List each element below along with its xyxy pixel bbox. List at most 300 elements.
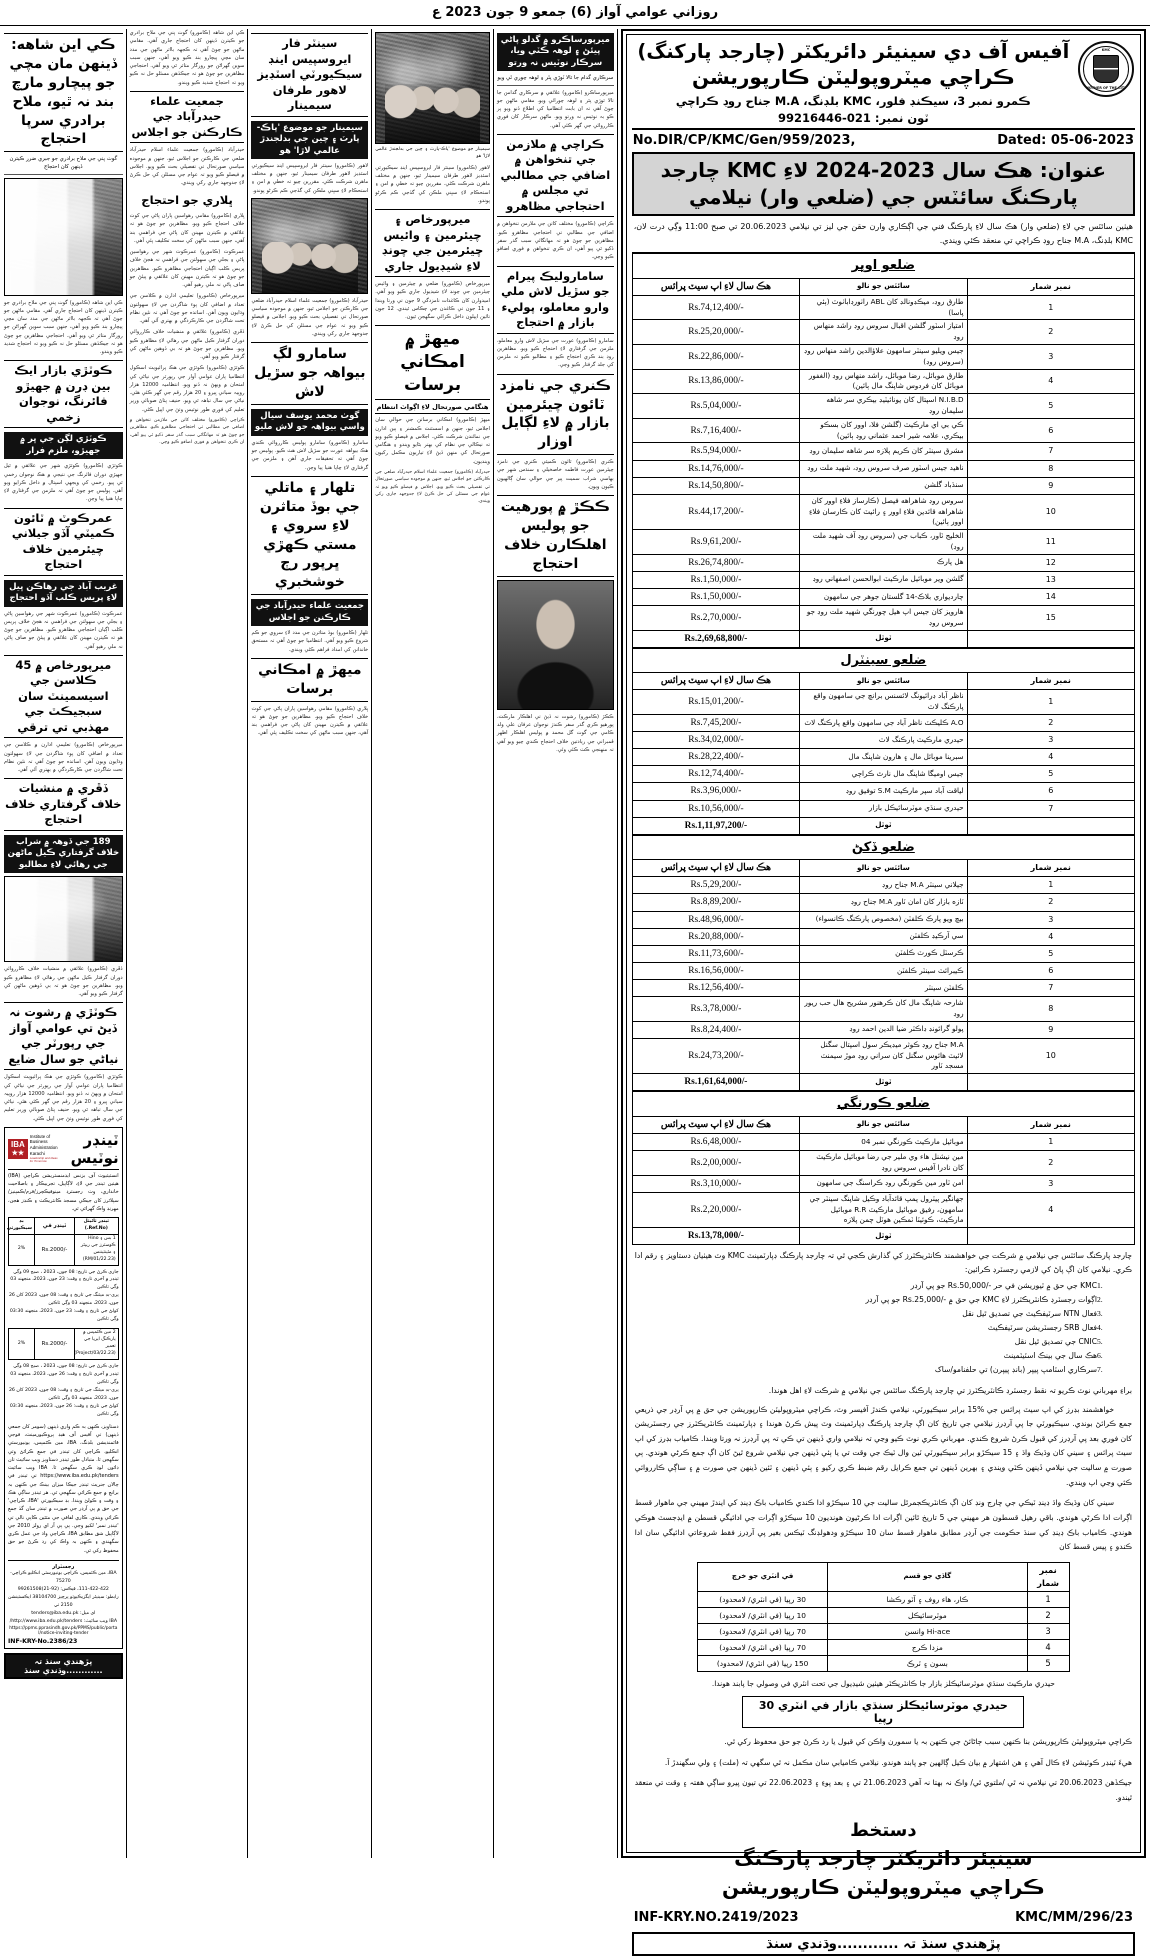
subhead-left-5: 189 جي ڏوهہ ۾ شراب خلاف گرفتاري ڪيل ماڻهن جي رهائي لاءِ مطالبو	[4, 835, 123, 873]
row-site: چارديواري بلاڪ-14 گلستان جوهر جي سامهون	[800, 588, 967, 605]
news-column-3	[497, 29, 614, 1858]
col-header-site: سائٽس جو نالو	[800, 860, 967, 877]
table-total-row	[632, 630, 1134, 647]
kmc-fee-box: حيدري موٽرسائيڪلز سنڌي بازار في انٽري 30 رپيا	[742, 1696, 1024, 1728]
kmc-office-line: آفيس آف دي سينيئر دائريکٽر (چارجد پارکنگ)	[637, 40, 1070, 63]
district-name: ضلعو ڪورنگي	[632, 1092, 1134, 1117]
table-row	[632, 928, 1134, 945]
row-site: هل پارڪ	[800, 554, 967, 571]
col-header-no: نمبر شمار	[967, 860, 1134, 877]
headline-c2-2: ميهڙ ۾ امڪاني برسات	[375, 325, 490, 400]
row-price: Rs.28,22,400/-	[632, 749, 799, 766]
row-site: جيلاني سينٽر M.A جناح روڊ	[800, 877, 967, 894]
row-no: 5	[967, 945, 1134, 962]
table-row	[632, 690, 1134, 715]
condition-number: 4.	[1097, 1322, 1103, 1332]
iba-date-line: پري-بڊ ميٽنگ جي تاريخ ۽ وقت: 08 جون، 2023 کان 26 جون، 2023، منجهند 03 وڳي ٽاڪين	[8, 1387, 119, 1401]
table-row	[632, 894, 1134, 911]
iba-logo-wordmark	[30, 1134, 58, 1164]
kmc-conditions-note: براءِ مهرباني نوٽ ڪريو تہ نقط رجسٽرڊ ڪانٽريڪٽرز تي چارجد پارڪنگ سائٽس جي نيلامي ۾ شرڪت لاءِ اهل هوندا.	[768, 1385, 1132, 1395]
row-site: الخليج ٽاور، ڪباب جي (سروس روڊ آف شهيد ملت روڊ)	[800, 530, 967, 555]
iba-logo-line1: Institute of	[29, 1133, 51, 1139]
iba-registrar-lines	[8, 1570, 119, 1626]
row-no: 6	[967, 783, 1134, 800]
iba-logo-line2: Business Administration	[29, 1139, 58, 1151]
fee-no: 2	[1027, 1607, 1069, 1623]
row-price: Rs.22,86,000/-	[632, 345, 799, 370]
row-site: طارق موبائل، رضا موبائل، راشد منهاس روڊ (الغفور موبائل کان فردوس شاپنگ مال ٻائين)	[800, 369, 967, 394]
col-header-no: نمبر شمار	[967, 673, 1134, 690]
body-c0-4: عمرڪوٽ (ڪامورو) عمرڪوٽ شهر جي رهواسين پاڻي ۽ بجلي جي سهولتن جي فراهمي نہ هجڻ خلاف پريس ڪلب اڳيان احتجاجي مظاهرو ڪيو. مظاهرين جو چوڻ هو تہ ڪيترن مهينن کان علائقي ۾ پيئڻ جو صاف پاڻي نہ ملي رهيو آهي.	[129, 249, 245, 289]
total-no	[967, 1228, 1134, 1245]
kmc-district-tables	[632, 253, 1135, 1245]
kmc-phone-label: ٽون نمبر:	[874, 111, 929, 126]
fee-amount: 150 رپيا (في انٽري/ لامحدود)	[698, 1655, 828, 1671]
iba-date-line: ٽينڊر ۾ آخري تاريخ ۽ وقت: 23 جون، 2023، منجهند 03 وڳي ٽاڪين	[10, 1277, 119, 1291]
condition-text: اڳوات رجسٽرڊ ڪانٽريڪٽرز لاءِ KMC جي حق ۾ -/Rs.25,000 جو پي آرڊر	[865, 1294, 1097, 1304]
kmc-paragraphs	[632, 1400, 1135, 1558]
row-price: Rs.74,12,400/-	[632, 295, 799, 320]
table-row	[632, 1175, 1134, 1192]
table-row	[632, 1021, 1134, 1038]
row-no: 3	[967, 345, 1134, 370]
kmc-conditions-list	[636, 1279, 1119, 1377]
iba-date-line: کولڻ جي تاريخ ۽ وقت: 26 جون، 2023، منجهند 03:30 وڳي ٽاڪين	[9, 1403, 119, 1417]
table-row	[632, 369, 1134, 394]
column-divider	[493, 29, 494, 1858]
news-column-2	[375, 29, 490, 1858]
kmc-ad-title-line2: پارڪنگ سائٽس جي (ضلعي وار) نيلامي	[688, 184, 1078, 209]
iba-registrar-line: IBA، مين ڪئمپس، ڪراچي يونيورسٽي انڪليو ڪراچي- 75270	[10, 1570, 117, 1584]
iba-date-line: کولڻ جي تاريخ ۽ وقت: 23 جون، 2023، منجهند 03:30 وڳي ٽاڪين	[9, 1309, 119, 1323]
district-name: ضلعو سينٽرل	[632, 648, 1134, 673]
condition-text: فعال NTN سرٽيفڪيٽ جي تصديق ٿيل نقل	[962, 1308, 1097, 1318]
row-no: 13	[967, 571, 1134, 588]
news-column-0	[130, 29, 245, 1858]
district-header-row	[632, 860, 1134, 877]
kmc-tail-notes	[632, 1732, 1135, 1809]
kmc-ad-date: Dated: 05-06-2023	[997, 133, 1134, 149]
left-slogan: پڙهندي سنڌ تہ ............وڌندي سنڌ	[4, 1653, 123, 1679]
row-price: Rs.25,20,000/-	[632, 320, 799, 345]
table-row	[632, 320, 1134, 345]
col-header-price: هڪ سال لاءِ اپ سيٽ پرائس	[632, 673, 799, 690]
condition-text: سرڪاري اسٽامپ پيپر (بانڊ پيپرن) تي حلفنامو/ساک	[934, 1364, 1097, 1374]
row-price: Rs.2,70,000/-	[632, 606, 799, 631]
masthead-text: روزاني عوامي آواز (6) جمعو 9 جون 2023 ع	[431, 5, 719, 20]
fee-row	[698, 1639, 1069, 1655]
row-price: Rs.1,50,000/-	[632, 588, 799, 605]
headline-left-2: ڪوٽڙي بازار ايڪ بين ڊرن ۾ جهيڙو فائرنگ، نوجوان زخمي	[4, 360, 123, 428]
subhead-c1-3: جمعيت علماء حيدرآباد جي ڪارڪنن جو اجلاس	[251, 599, 368, 626]
row-price: Rs.8,24,400/-	[632, 1021, 799, 1038]
iba-date-line: ٽينڊر ۾ آخري تاريخ ۽ وقت: 26 جون، 2023، منجهند 03 وڳي ٽاڪين	[10, 1371, 119, 1385]
body-c1-1b: حيدرآباد (ڪامورو) جمعيت علماء اسلام حيدرآباد ضلعي جي ڪارڪنن جو اجلاس ٿيو، جنهن ۾ موجوده سياسي صورتحال تي تفصيلي بحث ڪيو ويو. اجلاس ۾ فيصلو ڪيو ويو تہ عوام جي مسئلن کي حل ڪرڻ لاءِ جدوجهد جاري رکي ويندي.	[251, 297, 369, 337]
iba-ppms-url: https://ppms.pprasindh.gov.pk/PPMS/public/portal/notice-inviting-tender	[9, 1625, 118, 1636]
row-no: 9	[967, 477, 1134, 494]
table-row	[632, 749, 1134, 766]
total-price: Rs.13,78,000/-	[632, 1228, 799, 1245]
row-site: امن ٽاور مين ڪورنگي روڊ ڪراسنگ جي سامهون	[800, 1175, 967, 1192]
table-row	[632, 418, 1134, 443]
body-c0-6: ڏڦري (ڪامورو) علائقي ۾ منشيات خلاف ڪارروائي دوران گرفتار ڪيل ماڻهن جي رهائي لاءِ مظاهرو ڪيو ويو. مظاهرين جو چوڻ هو تہ بي ڏوهين ماڻهن کي گرفتار ڪيو ويو آهي.	[129, 329, 245, 361]
table-row	[632, 394, 1134, 419]
row-price: Rs.44,17,200/-	[632, 494, 799, 529]
fee-amount: 70 رپيا (في انٽري/ لامحدود)	[698, 1623, 828, 1639]
iba-col-title: ٽينڊر ٽائيٽل (Ref.No.)	[75, 1218, 119, 1235]
body-c0-5: ميرپورخاص (ڪامورو) تعليمي ادارن ۾ ڪلاسن جي تعداد ۾ اضافي کان پوء شاگردن جي لاءِ سهولتون وڌايون ويون آهن. اساتذه جو چوڻ آهي تہ نئين نظام تحت شاگردن جي ڪارڪردگي ۾ بهتري آئي آهي.	[129, 293, 245, 325]
fee-type: مزدا ڪرج	[828, 1639, 1027, 1655]
district-table	[632, 835, 1135, 1092]
iba-logo-glyph-icon: ★★	[11, 1149, 25, 1157]
table-row	[632, 1192, 1134, 1227]
table-row	[632, 877, 1134, 894]
kmc-slogan: پڙهندي سنڌ تہ ............وڌندي سنڌ	[632, 1932, 1135, 1956]
row-no: 4	[967, 928, 1134, 945]
row-price: Rs.1,50,000/-	[632, 571, 799, 588]
row-site: ڪي بي اي مارڪيٽ (گلشن فلا، اوور کان بسڪو بيڪري، علامہ شير احمد عثماني روڊ ٻائين)	[800, 418, 967, 443]
table-row	[632, 295, 1134, 320]
row-no: 1	[967, 877, 1134, 894]
row-price: Rs.7,45,200/-	[632, 714, 799, 731]
kmc-ad-header	[632, 39, 1135, 130]
col-header-price: هڪ سال لاءِ اپ سيٽ پرائس	[632, 278, 799, 295]
district-header-row	[632, 1116, 1134, 1133]
row-price: Rs.14,76,000/-	[632, 460, 799, 477]
iba-row-security: 2%	[9, 1234, 35, 1265]
iba-row-title: 1 بس ۽ Hino ڪوسٽرز جي ريپئر ۽ مئينٽيننس (RM/01/22.23)	[75, 1234, 119, 1265]
row-no: 10	[967, 494, 1134, 529]
fee-type: ڪار، هاء روف ۽ آٽو رڪشا	[828, 1591, 1027, 1607]
condition-text: هڪ سال جي بينڪ اسٽيٽمينٽ	[1003, 1350, 1097, 1360]
iba-registrar-line: اي ميل: tenders@iba.edu.pk	[31, 1610, 96, 1616]
subhead-c2-2: هنگامي صورتحال لاءِ اڳواٽ انتظام	[375, 403, 490, 414]
table-row	[632, 714, 1134, 731]
fee-type: بسون ۽ ٽرڪ	[828, 1655, 1027, 1671]
condition-item	[636, 1321, 1119, 1335]
row-price: Rs.5,04,000/-	[632, 394, 799, 419]
row-site: طارق روڊ، ميڪڊونالڊ کان ABL راٺورڊاباٺوٽ (ٻئي پاسا)	[800, 295, 967, 320]
subhead-left-2: ڪوٽڙي لڳن جي ڀر ۾ جهيڙو، ملزم فرار	[4, 432, 123, 459]
row-price: Rs.3,10,000/-	[632, 1175, 799, 1192]
seal-bottom-text: MOTHER OF THE CITY	[1085, 86, 1127, 90]
iba-tender-table	[8, 1217, 119, 1265]
row-price: Rs.8,89,200/-	[632, 894, 799, 911]
table-row	[632, 1133, 1134, 1150]
kmc-ad-note: هيٺين سائٽس جي لاءِ (ضلعي وار) هڪ سال لاءِ پارڪنگ فني جي اڳڪاري وارن حقن جي ليز تي نيلامي 20.06.2023 تي صبح 11:00 وڳي درت لان، KMC بلڊنگ، M.A جناح روڊ ڪراچي تي منعقد ڪئي ويندي.	[632, 216, 1135, 253]
table-row	[632, 945, 1134, 962]
row-site: مشرق سينٽر کان ڪريم پلازه سر شاهه سليمان روڊ	[800, 443, 967, 460]
body-c3-1: ميرپورساڪرو (ڪامورو) علائقي ۾ سرڪاري گدامن جا تالا ٽوڙي پٿر ۽ لوهہ چورائي ويو. مقامي ماڻهن جو چوڻ آهي تہ ان بابت انتظاميا کي اطلاع ڏنو ويو پر ڪو بہ نوٽيس نہ ورتو ويو. ماڻهن سرڪار کان فوري ڪارروائي جي گهر ڪئي آهي.	[496, 89, 614, 129]
iba-intro: انسٽيٽيوٽ آف بزنس ايڊمنسٽريشن ڪراچي (IBA) هيٺين ٽينڊر جي لاءِ، لاڳاپيل، تجربيڪار ۽ باصلاحيت خانداري، وٽ رجسٽرڊ مينوفيڪچرز/فرم/ڪمپنيز/سپلائرز کان جيڪي مسجد ڪانٽريڪٽ ۽ ڪنڊز هجن، مهرنڊ واڪ گهرائي ٿي.	[8, 1172, 119, 1212]
iba-logo-text: IBA	[11, 1139, 25, 1149]
row-site: N.I.B.D اسپتال کان يونائيٽيڊ بيڪري سر شاهه سليمان روڊ	[800, 394, 967, 419]
district-name: ضلعو اوڀر	[632, 254, 1134, 279]
table-row	[632, 766, 1134, 783]
body-left-1: ڪي اين شاهه (ڪامورو) گوٺ پني جي ملاح برادري جو ڪيترن ڏينهن کان احتجاج جاري آهي. مقامي ماڻهن جو چوڻ آهي تہ ڪجهہ بااثر ماڻهن جي مدد سان مچي پيچارو بند ڪيو ويو آهي، جنهن سبب سوين گهراڻن جو روزگار متاثر ٿي ويو آهي. احتجاجي مظاهرين جو چوڻ هو تہ جيڪڏهن مسئلو حل نہ ڪيو ويو تہ احتجاج شديد ڪيو ويندو.	[4, 299, 123, 356]
kmc-conditions-intro: چارجد پارڪنگ سائٽس جي نيلامي ۾ شرڪت جي خواهشمند ڪانٽريڪٽرز کي گذارش ڪجي ٿي تہ چارجد پارڪنگ ڊپارٽمينٽ KMC وٽ هيٺيان دستاويز ۽ رقم ادا ڪري. نيلامي کان اڳ پاڻ کي لازمي رجسٽرڊ ڪرائين:	[634, 1251, 1133, 1274]
table-row	[632, 783, 1134, 800]
table-row	[632, 979, 1134, 996]
row-site: لياقت آباد سپر مارڪيٽ S.M توفيق روڊ	[800, 783, 967, 800]
column-divider	[371, 29, 372, 1858]
kmc-advertisement-column	[621, 29, 1146, 1952]
kmc-tail-note: هيءَ ٽينڊر ڪوٽيشن لاءِ ڪال آهي ۽ هن اشتهار ۾ بيان ڪيل ڳالهين جو پابند هوندو. نيلامي ڪاميابي سان مڪمل نہ ٿي سگهي تہ (ملت) ۽ ولي سگهندڙ آ.	[664, 1757, 1132, 1767]
total-no	[967, 817, 1134, 834]
subhead-c1-2: گوٺ محمد يوسف سيال واسي بيواهہ جو لاش مليو	[251, 409, 368, 436]
row-site: هارويز کان جيس اپ هيل چورنگي شهيد ملت روڊ جو سروس روڊ	[800, 606, 967, 631]
fee-amount: 30 رپيا (في انٽري/ لامحدود)	[698, 1591, 828, 1607]
condition-item	[636, 1293, 1119, 1307]
fee-type: Hi-ace وانسن	[828, 1623, 1027, 1639]
district-name: ضلعو ڏکڻ	[632, 835, 1134, 860]
table-row	[632, 962, 1134, 979]
iba-registrar-line: رابطو: سينيئر ايگزيڪيوٽو پرچيز 38104700 ايڪسٽينشن 2150 تي	[8, 1594, 119, 1608]
row-no: 4	[967, 749, 1134, 766]
iba-row-dates	[8, 1362, 119, 1421]
column-divider	[617, 29, 618, 1858]
condition-item	[636, 1307, 1119, 1321]
row-no: 11	[967, 530, 1134, 555]
condition-text: فعال SRB رجسٽريشن سرٽيفڪيٽ	[987, 1322, 1097, 1332]
kmc-inf-row	[632, 1902, 1135, 1929]
total-label: ٽوٽل	[800, 630, 967, 647]
table-total-row	[632, 1074, 1134, 1091]
table-row	[632, 460, 1134, 477]
col-header-site: سائٽس جو نالو	[800, 1116, 967, 1133]
district-name-row	[632, 254, 1134, 279]
kmc-ref-line	[632, 130, 1135, 154]
table-total-row	[632, 1228, 1134, 1245]
seal-top-text: KMC	[1101, 48, 1111, 52]
row-price: Rs.48,96,000/-	[632, 911, 799, 928]
row-no: 4	[967, 369, 1134, 394]
row-price: Rs.3,78,000/-	[632, 997, 799, 1022]
row-no: 3	[967, 732, 1134, 749]
iba-title: ٽينڊر نوٽيس	[70, 1130, 119, 1167]
kmc-fee-table	[697, 1562, 1069, 1672]
row-no: 7	[967, 979, 1134, 996]
row-site: پولو گرائونڊ ڊاڪٽر ضيا الدين احمد روڊ	[800, 1021, 967, 1038]
headline-c1-2: سامارو لڳ بيواهہ جو سڙيل لاش	[251, 342, 368, 405]
table-row	[632, 443, 1134, 460]
iba-tender-ad	[4, 1127, 123, 1649]
row-price: Rs.5,29,200/-	[632, 877, 799, 894]
row-site: جهانگير پيٽرول پمپ قائدآباد وڪيل شاپنگ سينٽر جي سامهون، رفيق موبائيل مارڪيٽ R.R موبائيل مارڪيٽ، ڪوئيٽا ٽمڪين هوٽل چمن پلازه	[800, 1192, 967, 1227]
row-site: بيچ ويو پارڪ ڪلفٽن (مخصوص پارڪنگ ڪانسواء)	[800, 911, 967, 928]
row-site: شارحہ شاپنگ مال کان ڪرهنور مشريح هال حب ريور روڊ	[800, 997, 967, 1022]
row-no: 2	[967, 1151, 1134, 1176]
iba-tender-table	[8, 1328, 119, 1360]
body-c2-1: ميرپورخاص (ڪامورو) ضلعي ۾ چيئرمين ۽ وائيس چيئرمين جي چونڊ لاءِ شيڊيول جاري ڪيو ويو آهي. اميدوارن کان ڪاغذات نامزدگي 9 جون تي ورتا ويندا ۽ 11 جون تي ڪاغذن جي چڪاس ٿيندي. 12 جون تائين اپيلون داخل ڪرائي سگهجن ٿيون.	[375, 281, 490, 321]
condition-item	[636, 1349, 1119, 1363]
signature-label: دستخط	[850, 1819, 917, 1841]
row-price: Rs.10,56,000/-	[632, 800, 799, 817]
row-site: گلشن وير موبائيل مارڪيٽ ابوالحسن اصفهاني روڊ	[800, 571, 967, 588]
signature-org: ڪراچي ميٽروپوليٽن ڪارپوريشن	[721, 1874, 1045, 1899]
iba-row-fee: Rs.2000/-	[35, 1234, 75, 1265]
condition-item	[636, 1335, 1119, 1349]
iba-date-line: جاري ڪرڻ جي تاريخ: 08 جون، 2023 ، صبح 09 وڳي	[13, 1269, 119, 1275]
headline-c1-4: ميهڙ ۾ امڪاني برسات	[251, 658, 368, 702]
row-price: Rs.5,94,000/-	[632, 443, 799, 460]
table-row	[632, 345, 1134, 370]
fee-col-type: گاڏي جو قسم	[828, 1562, 1027, 1591]
row-site: سنڌباد گلشن	[800, 477, 967, 494]
headline-left-3: عمرڪوٽ ۾ ٽائون ڪميٽي آڏو جيلاني چيئرمين خلاف احتجاج	[4, 508, 123, 576]
body-c2-2: ميهڙ (ڪامورو) امڪاني برساتن جي حوالي سان اجلاس ٿيو، جنهن ۾ اسسٽنٽ ڪمشنر ۽ ٻين ادارن جي نمائندن شرڪت ڪئي. اجلاس ۾ فيصلو ڪيو ويو تہ نيڪالي جي نظام کي بهتر بڻايو ويندو ۽ هنگامي صورتحال کي منهن ڏيڻ لاءِ تياريون مڪمل رکيون وينديون.	[375, 417, 490, 465]
subhead-left-3: غريب آباد جي رهاڪن ڀيل لاءِ پريس ڪلب آڏو احتجاج	[4, 580, 123, 607]
row-no: 12	[967, 554, 1134, 571]
fee-col-amount: في انٽري جو خرچ	[698, 1562, 828, 1591]
condition-item	[636, 1363, 1119, 1377]
row-site: ڪيبرائٽ سينٽر ڪلفٽن	[800, 962, 967, 979]
district-name-row	[632, 648, 1134, 673]
headline-c0-2: ڀلاري جو احتجاج	[141, 192, 233, 207]
col-header-site: سائٽس جو نالو	[800, 278, 967, 295]
body-left-2: ڪوٽڙي (ڪامورو) ڪوٽڙي شهر جي علائقي ۾ ٿيل جهيڙي دوران فائرنگ جي نتيجي ۾ هڪ نوجوان زخمي ٿي پيو. زخمي کي ويجهي اسپتال ۾ داخل ڪرايو ويو آهي. پوليس جو چوڻ آهي تہ ملزمن جي گرفتاري لاءِ ڇاپا هنيا پيا وڃن.	[4, 463, 123, 503]
row-site: جيس اوميگا شاپنگ مال نارٿ ڪراچي	[800, 766, 967, 783]
kmc-inf-left: INF-KRY.NO.2419/2023	[633, 1909, 799, 1925]
headline-c3-1: ميرپورساڪرو ۾ گدلو پاڻي پيئڻ ۽ لوهہ ڪٽي ويا، سرڪار نوٽيس نہ ورتو	[497, 33, 614, 71]
table-total-row	[632, 817, 1134, 834]
iba-col-fee: ٽينڊر في	[35, 1218, 75, 1235]
kmc-paragraph: خواهشمند بڊرز کي اپ سيٽ پرائس جي %15 برابر سيڪيورٽي، نيلامي ڪندڙ آفيسر وٽ، ڪراچي ميٽروپوليٽن ڪارپوريشن جي حق ۾ پي آرڊر جي ذريعي جمع ڪرائڻ بوندي. سيڪيورٽي جا پي آرڊرز نيلامي جي تاريخ کان اڳ چارجد پارڪنگ ڊپارٽمينٽ وٽ پيش ڪرڻ هوندا ۽ ڊپارٽمينٽ ڪانٽريڪٽرز جي رجسٽريشن کان فوري بعد پي آرڊرز کي قبول ڪرڻ شروع ڪندي. مهرباني ڪري نوٽ ڪيو وڃي تہ نيلامي واري ڏينهن تي ڪي تہ پي آرڊرز نہ ورتا ويندا. ڪامياب بڊرز کي اپ سيٽ پرائس ۽ سيني کان وڌيڪ واڌ ۽ 15 سيڪڙو برابر سيڪيورٽي ٽين وال ٽيڪ جي وقت تي يا ٻئي ڏينهن جي نيلامي شروع ٿيڻ کان اڳ جمع ڪرڻي هوندي. ٻي صورت ۾ ساليت جي نيلامي ڏينهن ڪٽي ويندي ۽ بهرين ڏينهن تي جمع ڪرايل رقم ضبط ڪري رکيو ۽ ٻئي ڏينهن ۽ ٽئين ڏينهن جي صورت ۾ ۽ ساڳي ڪارروائي ڪئي وڃي اپ ويندي.	[634, 1404, 1132, 1487]
fee-amount: 10 رپيا (في انٽري/ لامحدود)	[698, 1607, 828, 1623]
kmc-seal-icon	[1078, 41, 1134, 97]
col-header-no: نمبر شمار	[967, 1116, 1134, 1133]
kmc-org-line: ڪراچي ميٽروپوليٽن ڪارپوريشن	[691, 65, 1015, 90]
fee-type: موٽرسائيڪل	[828, 1607, 1027, 1623]
subhead-c3-1: سرڪاري گدام جا تالا ٽوڙي پٿر ۽ لوهہ چوري ٿي ويو	[497, 74, 614, 85]
row-no: 9	[967, 1021, 1134, 1038]
district-header-row	[632, 278, 1134, 295]
body-c3-2: ڪراچي (ڪامورو) مختلف کاتن جي ملازمن تنخواهن ۾ اضافي جي مطالبي تي احتجاجي مظاهرو ڪيو. مظاهرين جو چوڻ هو تہ مهانگائي سبب گذر سفر ڏکيو ٿي پيو آهي، ان ڪري تنخواهن ۾ فوري اضافو ڪيو وڃي.	[496, 221, 614, 261]
fee-col-no: نمبر شمار	[1027, 1562, 1069, 1591]
col-header-price: هڪ سال لاءِ اپ سيٽ پرائس	[632, 860, 799, 877]
photo-left-protest	[4, 178, 123, 296]
body-left-6: ڪوٽڙي (ڪامورو) ڪوٽڙي جي هڪ پرائيويٽ اسڪول انتظاميا پاران عوامي آواز جي رپورٽر جي نياڻي کي امتحان ۾ ويهڻ نہ ڏنو ويو. انتظاميہ 12000 هزار روپيہ سياني ڀيرو ۽ 20 هزار رقم جي گهر ڪئي هئي. نياڻي جي سال تباهہ ٿي ويو. حنيف پٺاڻ صوبائي وزير تعليم کي فوري طور نوٽيس وٺڻ جي اپيل ڪئي.	[4, 1074, 123, 1122]
total-label: ٽوٽل	[800, 1074, 967, 1091]
row-no: 6	[967, 962, 1134, 979]
row-site: سي آرڪيڊ ڪلفٽن	[800, 928, 967, 945]
row-price: Rs.14,50,800/-	[632, 477, 799, 494]
body-c0-8: ڪراچي (ڪامورو) مختلف کاتن جي ملازمن تنخواهن ۾ اضافي جي مطالبي تي احتجاجي مظاهرو ڪيو. مظاهرين جو چوڻ هو تہ مهانگائي سبب گذر سفر ڏکيو ٿي پيو آهي، ان ڪري تنخواهن ۾ فوري اضافو ڪيو وڃي.	[129, 417, 245, 445]
table-row	[632, 554, 1134, 571]
row-price: Rs.34,02,000/-	[632, 732, 799, 749]
row-site: ناظر آباد ڊرائيونگ لائسنس برانچ جي سامهون واقع پارڪنگ لاٽ	[800, 690, 967, 715]
photo-c1-group	[251, 198, 368, 294]
fee-header-row	[698, 1562, 1069, 1591]
fee-no: 4	[1027, 1639, 1069, 1655]
district-table	[632, 253, 1135, 648]
body-c3-4: ڪنري (ڪامورو) ٽائون ڪميٽي ڪنري جي نامزد چيئرمين عورت فاطمہ خاصخيلي ۽ سنڌس شهر جي بهاسي شراب سميت پير جي حوالي سان ڳالهيون ڪيون ويون.	[496, 459, 614, 490]
district-header-row	[632, 673, 1134, 690]
iba-logo-line3: Karachi	[29, 1150, 45, 1156]
headline-c1-3: تلهار ۽ ماتلي جي بوڏ متاثرن لاءِ سروي ۽ مستي ڪهڙي ڀرپور رڄ خوشخبري	[251, 476, 368, 595]
row-site: حيدري سنڌي موٽرسائيڪل بازار	[800, 800, 967, 817]
row-no: 14	[967, 588, 1134, 605]
body-left-5: ڏڦري (ڪامورو) علائقي ۾ منشيات خلاف ڪارروائي دوران گرفتار ڪيل ماڻهن جي رهائي لاءِ مظاهرو ڪيو ويو. مظاهرين جو چوڻ هو تہ بي ڏوهين ماڻهن کي گرفتار ڪيو ويو آهي.	[4, 966, 123, 998]
body-c0-7: ڪوٽڙي (ڪامورو) ڪوٽڙي جي هڪ پرائيويٽ اسڪول انتظاميا پاران عوامي آواز جي رپورٽر جي نياڻي کي امتحان ۾ ويهڻ نہ ڏنو ويو. انتظاميہ 12000 هزار روپيہ سياني ڀيرو ۽ 20 هزار رقم جي گهر ڪئي هئي. نياڻي جي سال تباهہ ٿي ويو. حنيف پٺاڻ صوبائي وزير تعليم کي فوري طور نوٽيس وٺڻ جي اپيل ڪئي.	[129, 365, 245, 413]
row-site: سروس روڊ شاهراهه فيصل (ڪارساز فلاءِ اوور کان شاهراهه قائدين فلاءِ اوور ۽ رائيٽ کان ڪارسان فلاءِ اوور ٻائين)	[800, 494, 967, 529]
row-price: Rs.2,20,000/-	[632, 1192, 799, 1227]
row-site: جيس ويليو سينٽر سامهون علاؤالدين راشد منهاس روڊ (سروس روڊ)	[800, 345, 967, 370]
iba-ad-header	[8, 1131, 119, 1170]
headline-c1-1: سينٽر فار ايروسپيس اينڊ سيڪيورٽي اسٽڊيز لاهور طرفان سيمينار	[251, 33, 368, 117]
condition-number: 5.	[1097, 1336, 1103, 1346]
row-site: امتياز اسٽور گلشن اقبال سروس روڊ راشد منهاس روڊ	[800, 320, 967, 345]
iba-col-security: بڊ سيڪيورٽي	[9, 1218, 35, 1235]
col-header-no: نمبر شمار	[967, 278, 1134, 295]
masthead	[0, 0, 1150, 26]
kmc-inf-right: KMC/MM/296/23	[1015, 1909, 1133, 1925]
district-name-row	[632, 835, 1134, 860]
kmc-ad	[621, 29, 1146, 1952]
col-header-price: هڪ سال لاءِ اپ سيٽ پرائس	[632, 1116, 799, 1133]
condition-text: CNIC جي تصديق ٿيل نقل	[1014, 1336, 1097, 1346]
row-site: A.O ڪليڪٽ ناظر آباد جي سامهون واقع پارڪنگ لاٽ	[800, 714, 967, 731]
row-price: Rs.24,73,200/-	[632, 1038, 799, 1073]
iba-row	[9, 1329, 119, 1360]
body-c3-3: سامارو (ڪامورو) عورت جي سڙيل لاش وارو معاملو، ملزمن جي گرفتاري لاءِ احتجاج ڪيو ويو. مظاهرين روڊ بند ڪري احتجاج ڪيو ۽ مطالبو ڪيو تہ ملزمن کي جلد گرفتار ڪيو وڃي.	[496, 337, 614, 369]
kmc-ad-title-line1: عنوان: هڪ سال 2023-2024 لاءِ KMC چارجد	[660, 158, 1107, 183]
row-site: مين نيشنل هاء وي ملير جي رضا موبائيل مارڪيٽ کان نادرا آفيس سروس روڊ	[800, 1151, 967, 1176]
row-site: موبائيل مارڪيٽ ڪورنگي نمبر 04	[800, 1133, 967, 1150]
row-no: 3	[967, 1175, 1134, 1192]
headline-c3-4: ڪنري جي نامزد ٽائون چيئرمين بازار ۾ لاءِ لڳايل اوزار	[497, 374, 614, 456]
body-c0-2: حيدرآباد (ڪامورو) جمعيت علماء اسلام حيدرآباد ضلعي جي ڪارڪنن جو اجلاس ٿيو، جنهن ۾ موجوده سياسي صورتحال تي تفصيلي بحث ڪيو ويو. اجلاس ۾ فيصلو ڪيو ويو تہ عوام جي مسئلن کي حل ڪرڻ لاءِ جدوجهد جاري رکي ويندي.	[129, 147, 245, 187]
table-row	[632, 997, 1134, 1022]
body-c0-3: ڀلاري (ڪامورو) مقامي رهواسين پاران پاڻي جي کوٽ خلاف احتجاج ڪيو ويو. مظاهرين جو چوڻ هو تہ علائقي ۾ ڪيترن مهينن کان پاڻي جي فراهمي بند آهي، جنهن سبب ماڻهن کي سخت تڪليف پئي آهي.	[129, 213, 245, 244]
iba-inf-number: INF-KRY-No.2386/23	[8, 1637, 78, 1645]
iba-row-dates	[8, 1268, 119, 1327]
photo-c2-group	[375, 32, 490, 144]
caption-c2-1: سيمينار جو موضوع 'پاڪ-پارٽ ۽ چين جي بدلجندڙ عالمي لاڙا' هو	[375, 147, 490, 159]
col-header-site: سائٽس جو نالو	[800, 673, 967, 690]
headline-c3-5: ڪڪڙ ۾ پورهيت جو پوليس اهلڪارن خلاف احتجاج	[497, 495, 614, 577]
row-no: 2	[967, 320, 1134, 345]
table-row	[632, 732, 1134, 749]
body-c0-1: ڪي اين شاهه (ڪامورو) گوٺ پني جي ملاح برادري جو ڪيترن ڏينهن کان احتجاج جاري آهي. مقامي ماڻهن جو چوڻ آهي تہ ڪجهہ بااثر ماڻهن جي مدد سان مچي پيچارو بند ڪيو ويو آهي، جنهن سبب سوين گهراڻن جو روزگار متاثر ٿي ويو آهي. احتجاجي مظاهرين جو چوڻ هو تہ جيڪڏهن مسئلو حل نہ ڪيو ويو تہ احتجاج شديد ڪيو ويندو.	[129, 30, 245, 86]
table-row	[632, 911, 1134, 928]
iba-registrar-label: رجسٽرار	[52, 1563, 75, 1570]
body-c3-5: ڪڪڙ (ڪامورو) رشوت نہ ڏيڻ تي اهلڪار مارڪٽ، پورهيو ڪري گذر سفر ڪندڙ نوجوان عرفان علي ولد ڪامي جي گوٺ گل محمد ۾ پوليس اهلڪار اظهر قمبراني جي زيادتين خلاف احتجاج ڪندي چيو ويو آهي تہ منهنجي ڪٽ ڪئي وئي.	[496, 713, 614, 753]
row-no: 6	[967, 418, 1134, 443]
body-c1-3: تلهار (ڪامورو) بوڏ متاثرن جي مدد لاءِ سروي جو ڪم شروع ڪيو ويو آهي. انتظاميا جو چوڻ آهي تہ مستحق خاندانن کي امداد فراهم ڪئي ويندي.	[251, 630, 369, 653]
row-price: Rs.26,74,800/-	[632, 554, 799, 571]
row-price: Rs.13,86,000/-	[632, 369, 799, 394]
condition-number: 1.	[1097, 1280, 1103, 1290]
row-site: M.A جناح روڊ ڪوثر ميڊيڪر سول اسپتال سگنل لائيٽ هائوس سگنل کان سراني روڊ موڙ سيمنٽ مسجد ٽاور	[800, 1038, 967, 1073]
headline-left-6: ڪوٽڙي ۾ رشوت نہ ڏيڻ تي عوامي آواز جي رپورٽر جي نياڻي جو سال ضايع	[4, 1002, 123, 1070]
iba-logo-tagline: Leadership and Ideas for Tomorrow	[29, 1155, 58, 1164]
condition-text: KMC جي حق ۾ ٽيوريشن في حر -/Rs.50,000 جو پي آرڊر	[910, 1280, 1097, 1290]
row-no: 1	[967, 295, 1134, 320]
row-site: ٽازه بازار کان امان ٽاور M.A جناح روڊ	[800, 894, 967, 911]
body-c2-0: لاهور (ڪامورو) سينٽر فار ايروسپيس اينڊ سيڪيورٽي اسٽڊيز لاهور طرفان سيمينار ٿيو، جنهن ۾ مختلف ماهرن شرڪت ڪئي. مقررين چيو تہ خطي ۾ امن ۽ استحڪام لاءِ سڀني ملڪن کي گڏجي ڪم ڪرڻو پوندو.	[375, 164, 490, 204]
row-no: 4	[967, 1192, 1134, 1227]
body-left-4: ميرپورخاص (ڪامورو) تعليمي ادارن ۾ ڪلاسن جي تعداد ۾ اضافي کان پوء شاگردن جي لاءِ سهولتون وڌايون ويون آهن. اساتذه جو چوڻ آهي تہ نئين نظام تحت شاگردن جي ڪارڪردگي ۾ بهتري آئي آهي.	[4, 742, 123, 774]
kmc-paragraph: سيني کان وڌيڪ واڌ ڊينڊ ٽيڪي جي چارج ونڊ کان اڳ ڪانٽريڪجمرٿل ساليت جي 10 سيڪڙو ادا ڪندي ڪامياب باڪ ڊينڊ کي ايندڙ مهيني جي ماهوار قسط اڳرات ادا ڪرڻي هوندي. باقي رهيل قسطون هر مهيني جي 5 تاريخ ٿائين اڳرات ادا ڪرڻيون هونديون 10 سيڪڙو اڳرات جي ادائيگي قسطن ۾ ايڊجسٽ هوڪي هوندي. ڪامياب باڪ ڊينڊ کي سنڌ حڪومت جي آرڊر مطابق ماهوار قسط سان 10 سيڪڙو ودهولڊنگ ٽيڪس بغير پي آرڊرز فقط شروعاتي ادائيگي سان ادا ڪندو ۽ پيس قسط کان	[634, 1498, 1132, 1552]
table-row	[632, 1038, 1134, 1073]
headline-c0-1: جمعيت علماء حيدرآباد جي ڪارڪنن جو اجلاس	[130, 91, 245, 144]
iba-row-fee: Rs.2000/-	[35, 1329, 75, 1360]
table-row	[632, 606, 1134, 631]
iba-registrar-line: 111-422-422، فيڪس: (92-21)99261508	[17, 1586, 109, 1592]
headline-c3-2: ڪراچي ۾ ملازمن جي تنخواهن ۾ اضافي جي مطالبي تي مجلس ۾ احتجاجي مظاهرو	[497, 134, 614, 218]
row-site: سبرينا موبائل مال ۽ هارون شاپنگ مال	[800, 749, 967, 766]
